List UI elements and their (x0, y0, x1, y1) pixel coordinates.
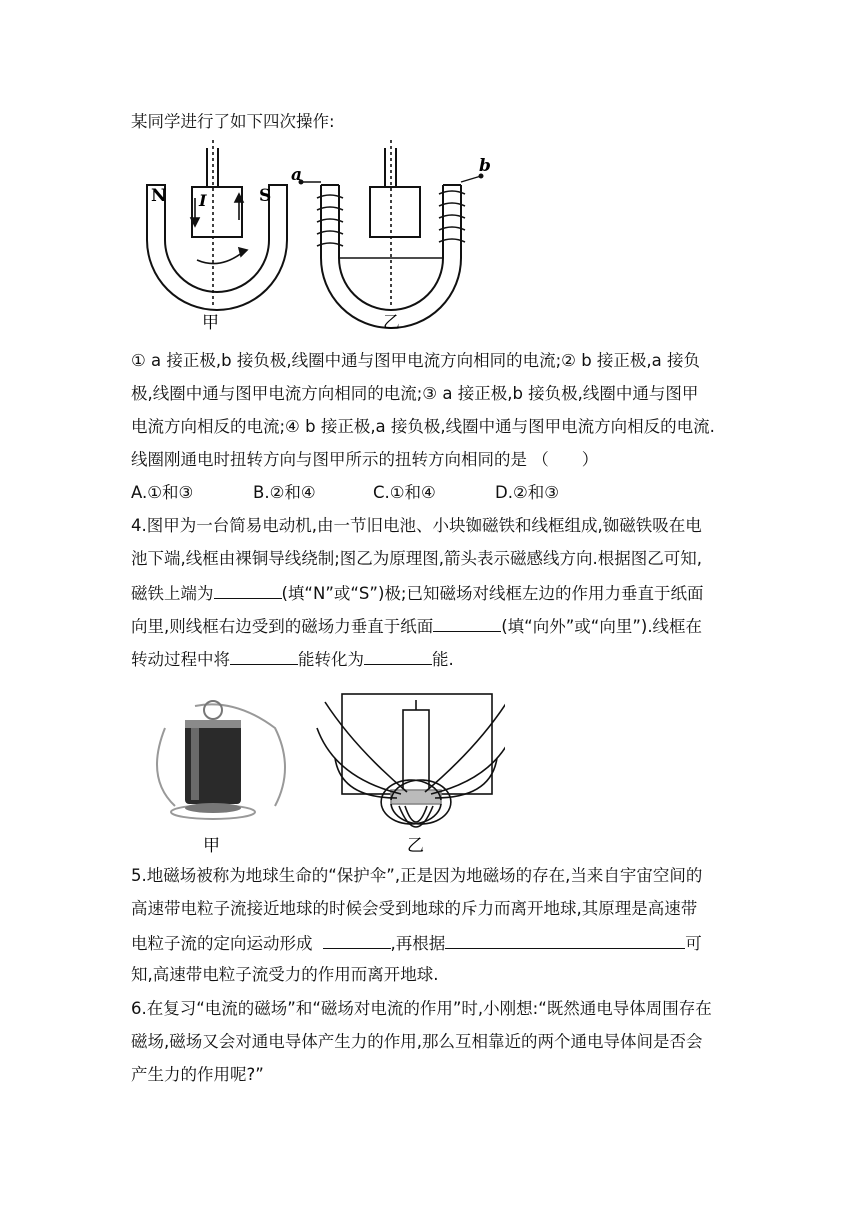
battery-motor-photo (157, 701, 285, 819)
q3-line-3: 电流方向相反的电流;④ b 接正极,a 接负极,线圈中通与图甲电流方向相反的电流. (131, 417, 715, 436)
magnet-n-label: N (151, 186, 167, 206)
option-c[interactable]: C.①和④ (373, 483, 436, 502)
answer-blank-principle[interactable] (445, 932, 685, 949)
figure-battery-motor (135, 688, 505, 858)
q4-text: (填“向外”或“向里”).线框在 (501, 617, 703, 636)
q4-text: 能. (432, 650, 454, 669)
fig1-caption-jia: 甲 (202, 313, 219, 333)
q6-line-1: 6.在复习“电流的磁场”和“磁场对电流的作用”时,小刚想:“既然通电导体周围存在 (131, 999, 712, 1018)
q5-line-1: 5.地磁场被称为地球生命的“保护伞”,正是因为地磁场的存在,当来自宇宙空间的 (131, 866, 703, 885)
terminal-b-label: b (479, 156, 491, 176)
terminal-a-label: a (291, 165, 303, 185)
option-d[interactable]: D.②和③ (495, 483, 560, 502)
figure-motor-coil-diagrams (135, 140, 505, 335)
q5-line-4: 知,高速带电粒子流受力的作用而离开地球. (131, 965, 439, 984)
fig1-caption-yi: 乙 (383, 313, 400, 333)
answer-blank-pole[interactable] (214, 582, 282, 599)
answer-blank-force-direction[interactable] (433, 615, 501, 632)
q5-line-2: 高速带电粒子流接近地球的时候会受到地球的斥力而离开地球,其原理是高速带 (131, 899, 698, 918)
q5-text: 可 (685, 934, 702, 953)
q6-line-2: 磁场,磁场又会对通电导体产生力的作用,那么互相靠近的两个通电导体间是否会 (131, 1032, 703, 1051)
answer-blank-energy-to[interactable] (364, 648, 432, 665)
magnet-s-label: S (259, 186, 272, 206)
q4-text: (填“N”或“S”)极;已知磁场对线框左边的作用力垂直于纸面 (281, 584, 704, 603)
q3-options (131, 483, 559, 503)
current-i-label: I (199, 191, 207, 210)
q3-line-4: 线圈刚通电时扭转方向与图甲所示的扭转方向相同的是 （ ） (131, 450, 599, 469)
q4-text: 向里,则线框右边受到的磁场力垂直于纸面 (131, 617, 434, 636)
q4-line-3 (131, 582, 703, 604)
q4-line-4 (131, 615, 702, 637)
q5-text: ,再根据 (390, 934, 446, 953)
answer-blank-current[interactable] (323, 932, 391, 949)
q4-line-1: 4.图甲为一台简易电动机,由一节旧电池、小块铷磁铁和线框组成,铷磁铁吸在电 (131, 516, 702, 535)
q4-text: 转动过程中将 (131, 650, 230, 669)
fig2-caption-yi: 乙 (407, 836, 424, 856)
q4-line-2: 池下端,线框由裸铜导线绕制;图乙为原理图,箭头表示磁感线方向.根据图乙可知, (131, 549, 703, 568)
q6-line-3: 产生力的作用呢?” (131, 1065, 264, 1084)
q4-line-5 (131, 648, 454, 670)
option-a[interactable]: A.①和③ (131, 483, 194, 502)
q4-text: 磁铁上端为 (131, 584, 214, 603)
fig2-caption-jia: 甲 (203, 836, 220, 856)
answer-blank-energy-from[interactable] (230, 648, 298, 665)
q5-text: 电粒子流的定向运动形成 (131, 934, 313, 953)
q5-line-3 (131, 932, 702, 954)
intro-text: 某同学进行了如下四次操作: (131, 112, 335, 131)
q3-line-2: 极,线圈中通与图甲电流方向相同的电流;③ a 接正极,b 接负极,线圈中通与图甲 (131, 384, 699, 403)
q4-text: 能转化为 (298, 650, 364, 669)
q3-line-1: ① a 接正极,b 接负极,线圈中通与图甲电流方向相同的电流;② b 接正极,a 接负 (131, 351, 701, 370)
option-b[interactable]: B.②和④ (253, 483, 316, 502)
